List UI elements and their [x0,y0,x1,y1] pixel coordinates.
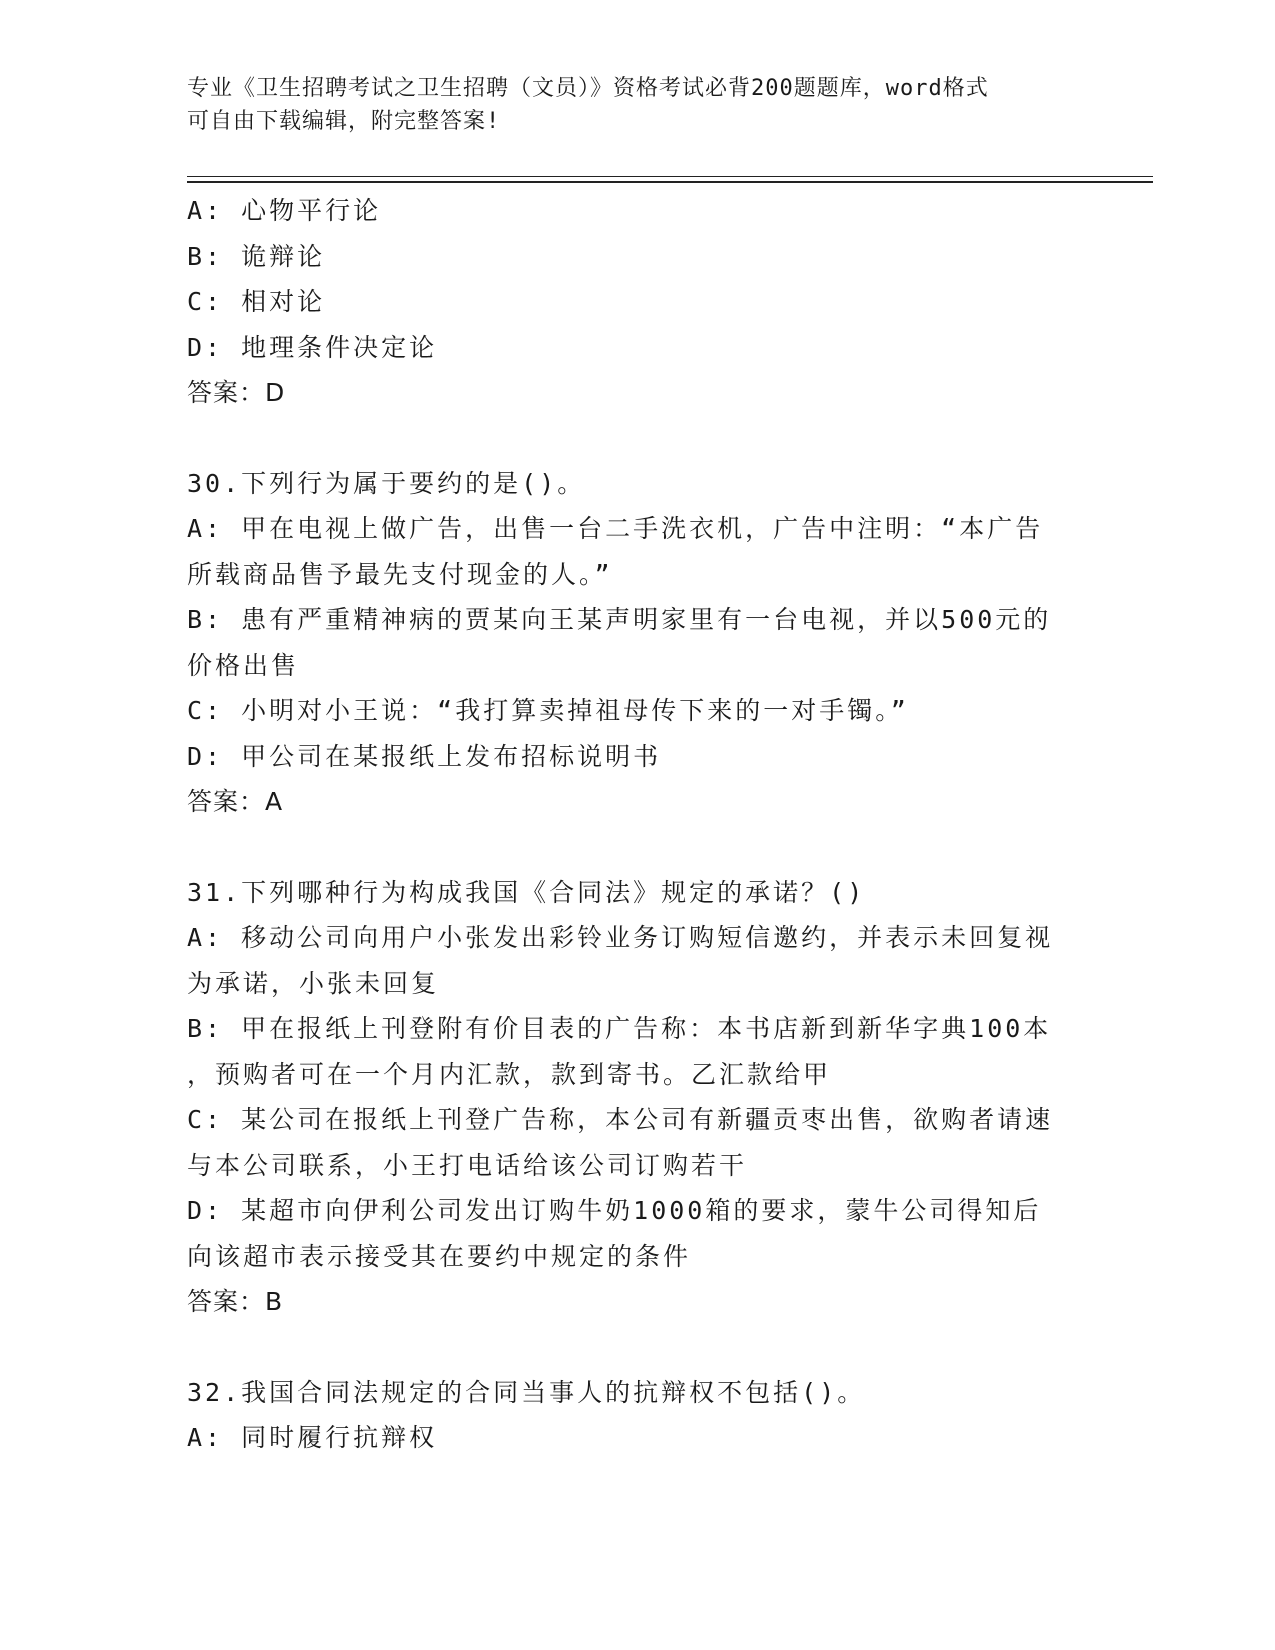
option-line: A: 心物平行论 [187,196,382,225]
question-block-29 [187,188,1087,416]
question-block-30 [187,461,1087,825]
option-line: C: 小明对小王说：“我打算卖掉祖母传下来的一对手镯。” [187,696,909,725]
option-line: D: 地理条件决定论 [187,332,438,362]
option-line: 所载商品售予最先支付现金的人。” [187,559,613,589]
option-line: B: 诡辩论 [187,241,326,271]
option-line: C: 某公司在报纸上刊登广告称，本公司有新疆贡枣出售，欲购者请速 [187,1105,1054,1134]
option-line: C: 相对论 [187,287,326,316]
option-line: A: 同时履行抗辩权 [187,1423,438,1452]
option-line: 价格出售 [187,650,300,680]
option-line: D: 某超市向伊利公司发出订购牛奶1000箱的要求，蒙牛公司得知后 [187,1196,1042,1225]
spacer [187,825,1087,870]
option-line: A: 甲在电视上做广告，出售一台二手洗衣机，广告中注明：“本广告 [187,514,1044,543]
option-line: B: 患有严重精神病的贾某向王某声明家里有一台电视，并以500元的 [187,605,1052,634]
question-block-32 [187,1370,1087,1461]
question-block-31 [187,870,1087,1325]
header-line-2: 可自由下载编辑，附完整答案! [187,109,501,134]
question-stem: 30.下列行为属于要约的是()。 [187,468,586,498]
question-stem: 32.我国合同法规定的合同当事人的抗辩权不包括()。 [187,1377,866,1407]
header-divider-thick [187,181,1153,183]
option-line: D: 甲公司在某报纸上发布招标说明书 [187,741,662,771]
spacer [187,416,1087,461]
option-line: A: 移动公司向用户小张发出彩铃业务订购短信邀约，并表示未回复视 [187,923,1054,952]
option-line: ，预购者可在一个月内汇款，款到寄书。乙汇款给甲 [187,1059,832,1089]
option-line: 为承诺，小张未回复 [187,968,440,998]
spacer [187,1325,1087,1370]
answer-line: 答案：B [187,1287,284,1316]
option-line: B: 甲在报纸上刊登附有价目表的广告称：本书店新到新华字典100本 [187,1014,1052,1043]
option-line: 与本公司联系，小王打电话给该公司订购若干 [187,1150,748,1180]
document-header [187,72,1087,138]
header-divider-thin [187,176,1153,177]
option-line: 向该超市表示接受其在要约中规定的条件 [187,1241,692,1271]
answer-line: 答案：A [187,787,284,816]
question-content [187,188,1087,1461]
header-line-1: 专业《卫生招聘考试之卫生招聘（文员）》资格考试必背200题题库，word格式 [187,76,989,101]
answer-line: 答案：D [187,378,286,407]
question-stem: 31.下列哪种行为构成我国《合同法》规定的承诺？() [187,877,866,907]
